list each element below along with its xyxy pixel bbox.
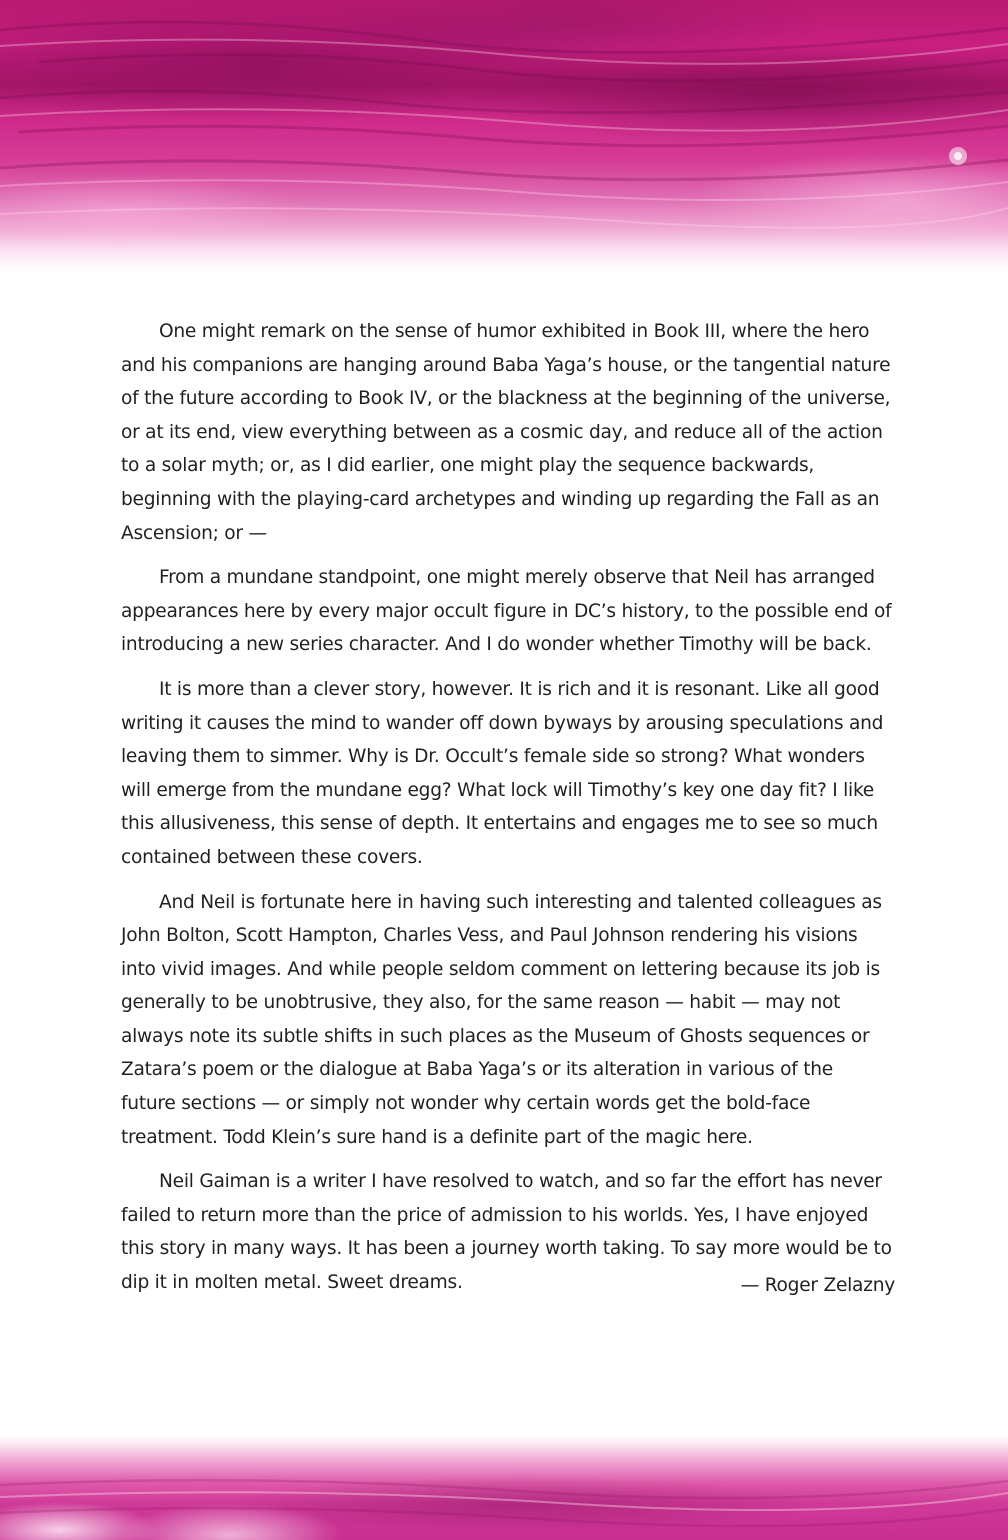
bottom-decorative-band [0, 1435, 1008, 1540]
author-signature: — Roger Zelazny [740, 1275, 895, 1296]
paragraph-2: From a mundane standpoint, one might merely observe that Neil has arranged appearances here by every major occult figure in DC’s history, to the possible end of introducing a new series character. And I do wonder whether Timothy will be back. [121, 567, 892, 656]
top-band-texture [0, 0, 1008, 285]
paragraph-3: It is more than a clever story, however. It is rich and it is resonant. Like all good writing it causes the mind to wander off down byways by arousing speculations and leaving them to simmer. Why is Dr. Occult’s female side so strong? What wonders will emerge from the mundane egg? What lock will Timothy’s key one day fit? I like this allusiveness, this sense of depth. It entertains and engages me to see so much contained between these covers. [121, 678, 884, 868]
paragraph-5: Neil Gaiman is a writer I have resolved to watch, and so far the effort has never failed to return more than the price of admission to his worlds. Yes, I have enjoyed this story in many ways. It has been a journey worth taking. To say more would be to dip it in molten metal. Sweet dreams. [121, 1171, 892, 1294]
paragraph-1: One might remark on the sense of humor exhibited in Book III, where the hero and his companions are hanging around Baba Yaga’s house, or the tangential nature of the future according to Book IV, or the blackness at the beginning of the universe, or at its end, view everything between as a cosmic day, and reduce all of the action to a solar myth; or, as I did earlier, one might play the sequence backwards, beginning with the playing-card archetypes and winding up regarding the Fall as an Ascension; or — [121, 321, 891, 544]
article-body [121, 315, 893, 1311]
paragraph-4: And Neil is fortunate here in having such interesting and talented colleagues as John Bolton, Scott Hampton, Charles Vess, and Paul Johnson rendering his visions into vivid images. And while people seldom comment on lettering because its job is generally to be unobtrusive, they also, for the same reason — habit — may not always note its subtle shifts in such places as the Museum of Ghosts sequences or Zatara’s poem or the dialogue at Baba Yaga’s or its alteration in various of the future sections — or simply not wonder why certain words get the bold-face treatment. Todd Klein’s sure hand is a definite part of the magic here. [121, 891, 882, 1148]
top-decorative-band [0, 0, 1008, 285]
bottom-band-texture [0, 1435, 1008, 1540]
